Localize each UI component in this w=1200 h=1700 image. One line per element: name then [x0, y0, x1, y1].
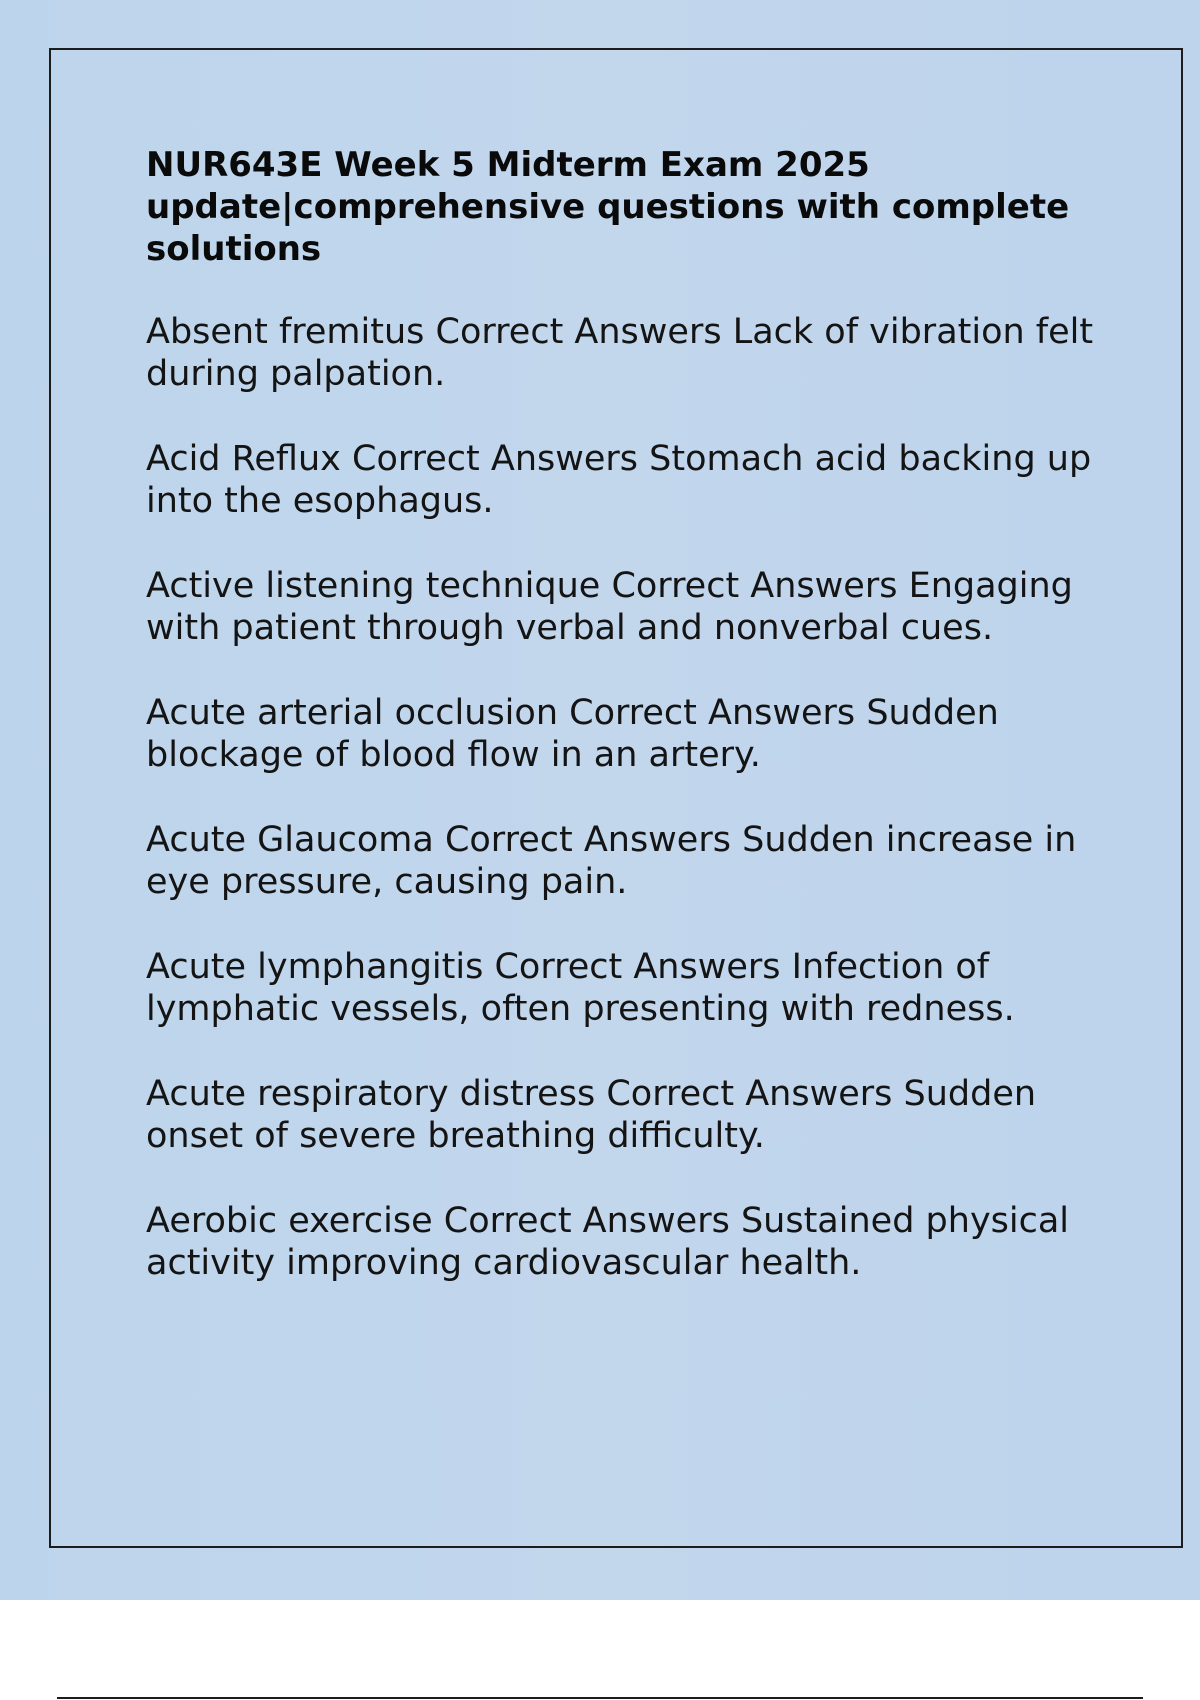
- entry-answer: Sustained physical activity improving cardiovascular health.: [146, 1201, 1081, 1283]
- qa-entry: [146, 946, 1106, 1030]
- document-content: [146, 144, 1106, 1327]
- entry-label: Correct Answers: [494, 947, 781, 987]
- entry-term: Acute Glaucoma: [146, 820, 434, 860]
- qa-entry: [146, 1200, 1106, 1284]
- entry-term: Acute respiratory distress: [146, 1074, 596, 1114]
- entry-answer: Infection of lymphatic vessels, often presenting with redness.: [146, 947, 1015, 1029]
- entry-answer: Stomach acid backing up into the esophagus.: [146, 439, 1103, 521]
- qa-entry: [146, 819, 1106, 903]
- entry-term: Aerobic exercise: [146, 1201, 433, 1241]
- entry-label: Correct Answers: [352, 439, 639, 479]
- qa-entry: [146, 311, 1106, 395]
- entry-label: Correct Answers: [606, 1074, 893, 1114]
- qa-entry: [146, 565, 1106, 649]
- entry-label: Correct Answers: [443, 1201, 730, 1241]
- entry-term: Acute arterial occlusion: [146, 693, 559, 733]
- qa-entry: [146, 1073, 1106, 1157]
- entry-label: Correct Answers: [444, 820, 731, 860]
- qa-entry: [146, 438, 1106, 522]
- entry-term: Acid Reflux: [146, 439, 341, 479]
- entry-term: Absent fremitus: [146, 312, 425, 352]
- document-title: NUR643E Week 5 Midterm Exam 2025 update|comprehensive questions with complete solutions: [146, 145, 1070, 269]
- entry-label: Correct Answers: [611, 566, 898, 606]
- entry-label: Correct Answers: [569, 693, 856, 733]
- footer-divider: [57, 1697, 1143, 1699]
- entry-answer: Engaging with patient through verbal and nonverbal cues.: [146, 566, 1085, 648]
- entry-answer: Sudden blockage of blood flow in an artery.: [146, 693, 1011, 775]
- entry-term: Active listening technique: [146, 566, 601, 606]
- entry-answer: Sudden onset of severe breathing difficulty.: [146, 1074, 1048, 1156]
- entry-answer: Sudden increase in eye pressure, causing pain.: [146, 820, 1088, 902]
- entry-answer: Lack of vibration felt during palpation.: [146, 312, 1105, 394]
- entry-label: Correct Answers: [435, 312, 722, 352]
- entry-term: Acute lymphangitis: [146, 947, 484, 987]
- qa-entry: [146, 692, 1106, 776]
- qa-list: [146, 311, 1106, 1284]
